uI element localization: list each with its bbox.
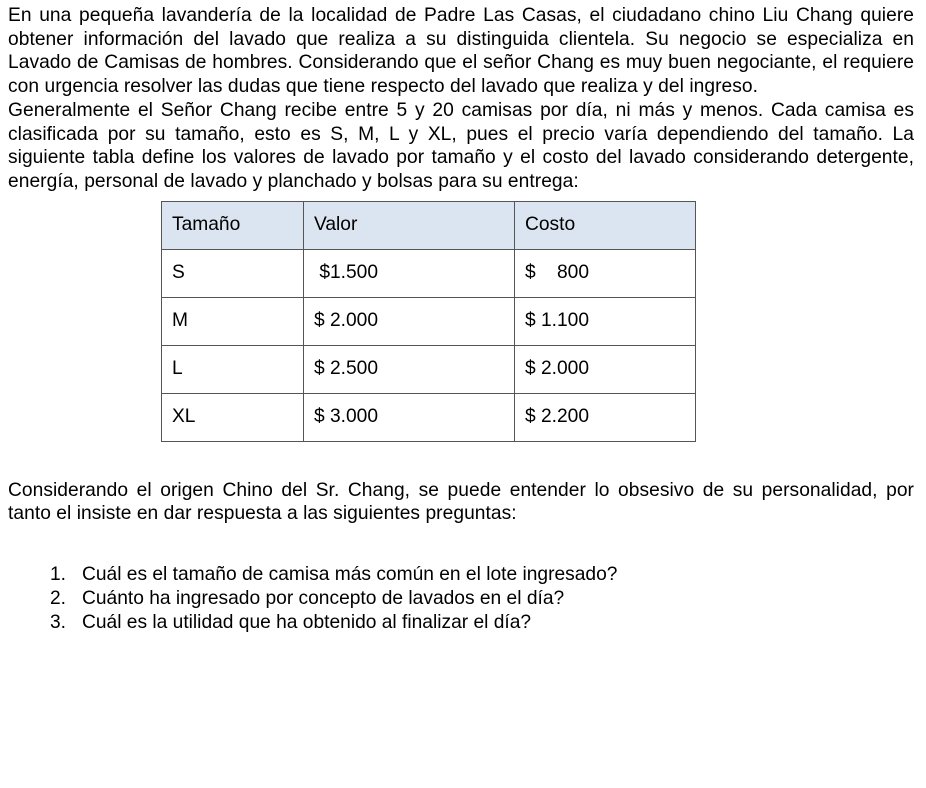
closing-paragraph: Considerando el origen Chino del Sr. Chang, se puede entender lo obsesivo de su personalidad, por tanto el insiste en dar respuesta a las siguientes preguntas: <box>8 479 914 525</box>
header-size: Tamaño <box>162 201 304 249</box>
cell-cost: $ 2.000 <box>515 345 696 393</box>
price-table-container <box>161 201 914 442</box>
cell-size: S <box>162 249 304 297</box>
cell-value: $ 3.000 <box>304 393 515 441</box>
cell-cost: $ 1.100 <box>515 297 696 345</box>
table-row <box>162 249 696 297</box>
document-page <box>8 4 914 635</box>
cell-value: $1.500 <box>304 249 515 297</box>
cell-size: M <box>162 297 304 345</box>
cell-value: $ 2.500 <box>304 345 515 393</box>
intro-paragraph: En una pequeña lavandería de la localidad de Padre Las Casas, el ciudadano chino Liu Chang quiere obtener información del lavado que realiza a su distinguida clientela. Su negocio se especializa en Lavado de Camisas de hombres. Considerando que el señor Chang es muy buen negociante, el requiere con urgencia resolver las dudas que tiene respecto del lavado que realiza y del ingreso. <box>8 5 914 98</box>
table-header-row <box>162 201 696 249</box>
list-item <box>50 611 914 635</box>
question-number: 2. <box>50 588 67 610</box>
question-text: Cuál es la utilidad que ha obtenido al finalizar el día? <box>82 612 532 634</box>
table-row <box>162 297 696 345</box>
question-number: 3. <box>50 612 67 634</box>
header-value: Valor <box>304 201 515 249</box>
table-row <box>162 345 696 393</box>
cell-cost: $ 800 <box>515 249 696 297</box>
cell-value: $ 2.000 <box>304 297 515 345</box>
details-paragraph: Generalmente el Señor Chang recibe entre 5 y 20 camisas por día, ni más y menos. Cada camisa es clasificada por su tamaño, esto es S, M, L y XL, pues el precio varía dependiendo del tamaño. La siguiente tabla define los valores de lavado por tamaño y el costo del lavado considerando detergente, energía, personal de lavado y planchado y bolsas para su entrega: <box>8 99 914 192</box>
header-cost: Costo <box>515 201 696 249</box>
cell-cost: $ 2.200 <box>515 393 696 441</box>
questions-list <box>8 563 914 635</box>
question-number: 1. <box>50 564 67 586</box>
list-item <box>50 563 914 587</box>
price-table <box>161 201 696 442</box>
cell-size: L <box>162 345 304 393</box>
table-row <box>162 393 696 441</box>
question-text: Cuánto ha ingresado por concepto de lavados en el día? <box>82 588 565 610</box>
question-text: Cuál es el tamaño de camisa más común en el lote ingresado? <box>82 564 618 586</box>
cell-size: XL <box>162 393 304 441</box>
list-item <box>50 587 914 611</box>
